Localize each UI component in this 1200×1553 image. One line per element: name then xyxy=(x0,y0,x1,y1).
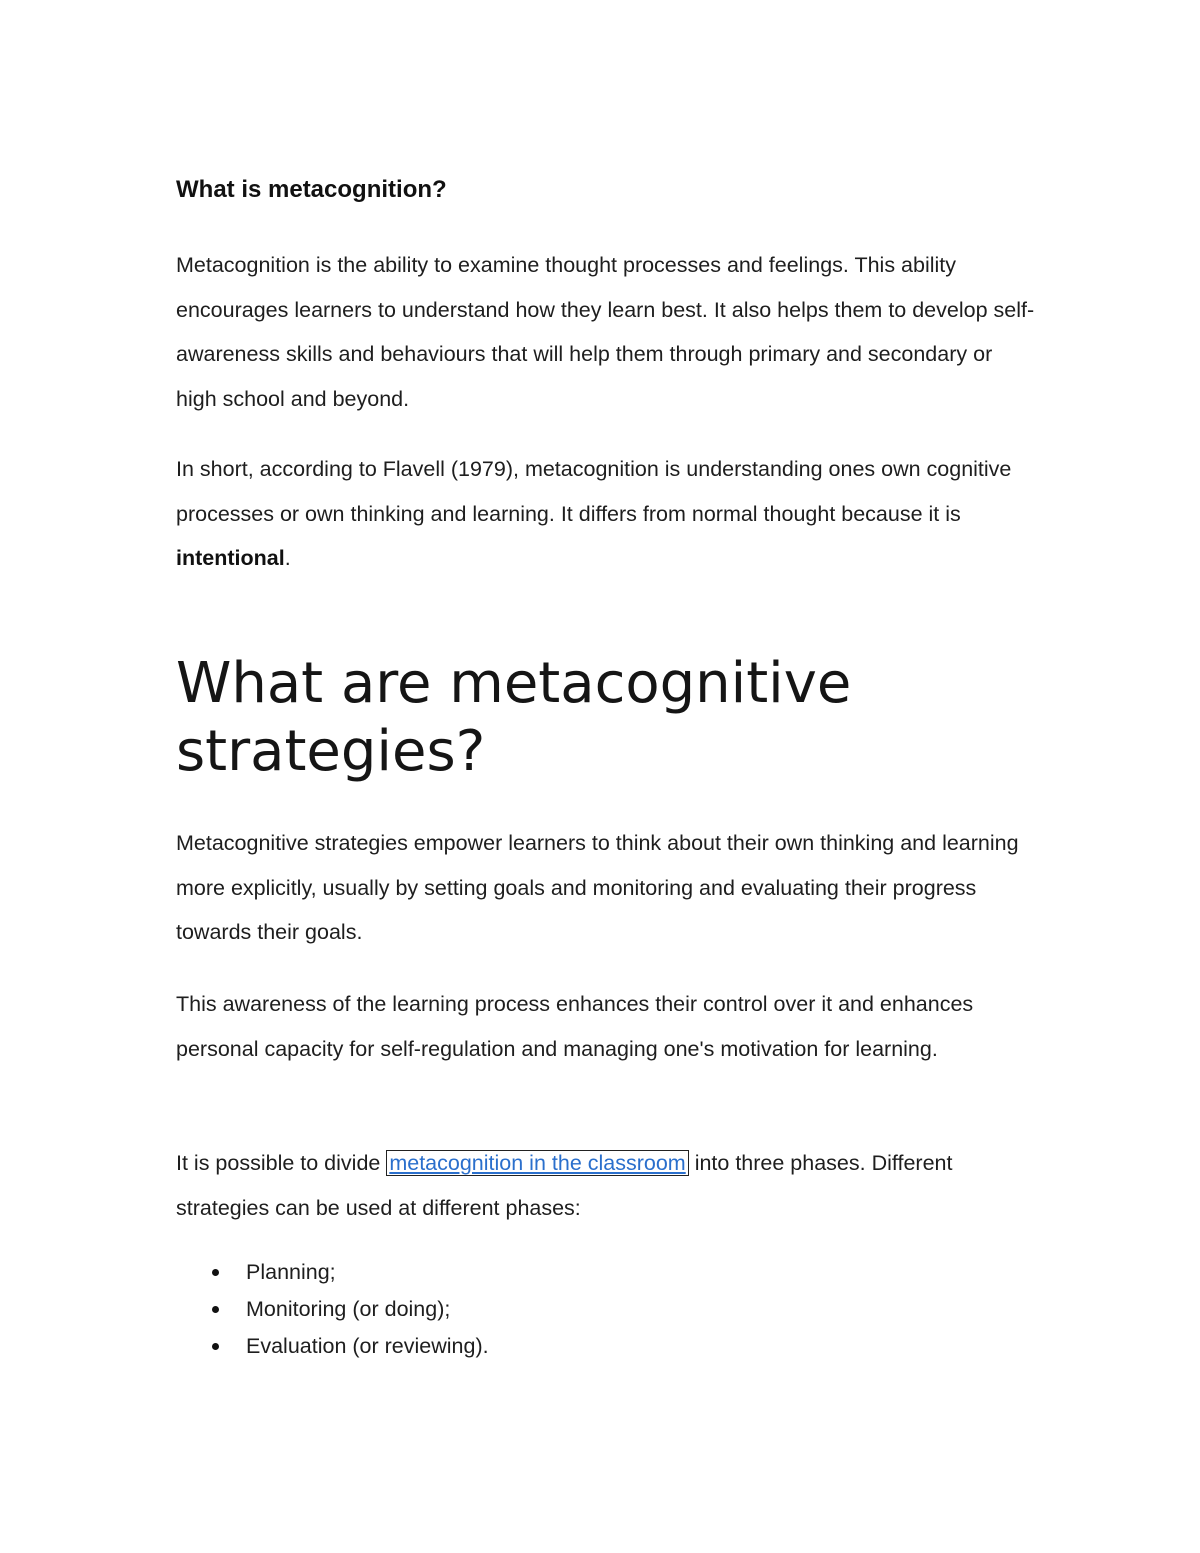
link-metacognition-classroom[interactable]: metacognition in the classroom xyxy=(386,1150,688,1176)
section-heading-what-is-metacognition: What is metacognition? xyxy=(176,176,447,203)
paragraph-definition: Metacognition is the ability to examine thought processes and feelings. This ability encourages learners to understand how they learn best. It also helps them to develop self-awareness skills and behaviours that will help them through primary and secondary or high school and beyond. xyxy=(176,253,1035,411)
bullet-dot-icon xyxy=(212,1343,219,1350)
paragraph-flavell xyxy=(176,447,1036,581)
paragraph-phases xyxy=(176,1141,1036,1230)
list-item-text: Evaluation (or reviewing). xyxy=(246,1334,489,1358)
list-item xyxy=(176,1291,489,1328)
list-item-text: Planning; xyxy=(246,1260,336,1284)
list-item xyxy=(176,1254,489,1291)
paragraph-phases-after: into three phases. Different strategies can be used at different phases: xyxy=(176,1151,953,1220)
paragraph-flavell-text: In short, according to Flavell (1979), metacognition is understanding ones own cognitive processes or own thinking and learning. It differs from normal thought because it is xyxy=(176,457,1012,526)
bullet-dot-icon xyxy=(212,1269,219,1276)
phases-list xyxy=(176,1254,489,1365)
bold-intentional: intentional xyxy=(176,546,285,570)
list-item xyxy=(176,1328,489,1365)
paragraph-awareness: This awareness of the learning process enhances their control over it and enhances personal capacity for self-regulation and managing one's motivation for learning. xyxy=(176,992,974,1061)
list-item-text: Monitoring (or doing); xyxy=(246,1297,451,1321)
paragraph-flavell-end: . xyxy=(284,546,291,570)
bullet-dot-icon xyxy=(212,1306,219,1313)
paragraph-strategies-empower: Metacognitive strategies empower learners to think about their own thinking and learning more explicitly, usually by setting goals and monitoring and evaluating their progress towards their goals. xyxy=(176,831,1019,944)
paragraph-phases-before: It is possible to divide xyxy=(176,1151,387,1175)
section-heading-strategies: What are metacognitive strategies? xyxy=(176,651,852,784)
